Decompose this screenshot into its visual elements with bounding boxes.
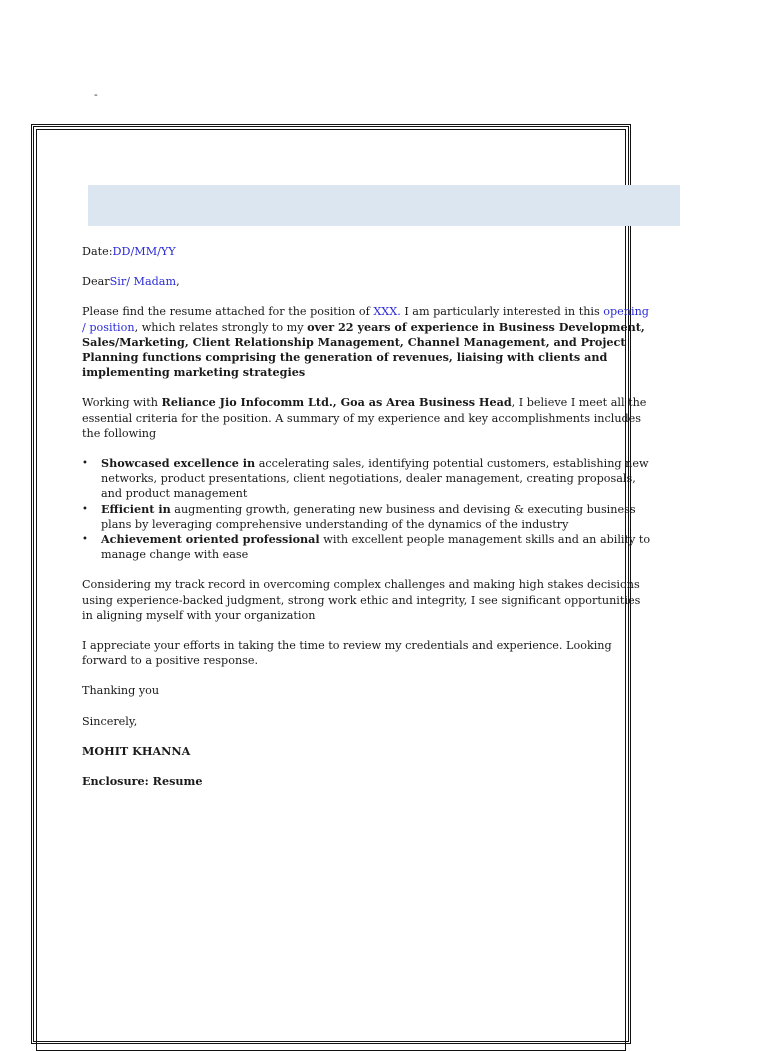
appreciation-paragraph: I appreciate your efforts in taking the time to review my credentials and experience. Looking forward to a positive response. (82, 639, 612, 668)
salutation (82, 274, 652, 289)
bullet-text: with excellent people management skills and an ability to manage change with ease (101, 533, 651, 562)
intro-text-1: Please find the resume attached for the position of (82, 305, 370, 319)
bullet-text: augmenting growth, generating new business and devising & executing business plans by leveraging comprehensive understanding of the dynamics of the industry (101, 502, 636, 531)
bullet-text: accelerating sales, identifying potential customers, establishing new networks, product presentations, client negotiations, dealer management, creating proposals, and product management (101, 457, 649, 501)
current-role-paragraph (82, 395, 652, 441)
enclosure-line: Enclosure: Resume (82, 774, 203, 789)
list-item (101, 532, 652, 562)
list-item (101, 502, 652, 532)
intro-text-3: which relates strongly to my (141, 320, 304, 334)
signature-name: MOHIT KHANNA (82, 743, 191, 758)
salutation-placeholder: Sir/ Madam (109, 275, 177, 289)
date-label: Date: (82, 245, 113, 258)
list-item (101, 456, 652, 502)
cover-letter-body (82, 244, 652, 804)
date-placeholder: DD/MM/YY (112, 245, 176, 258)
bullet-heading: Efficient in (101, 501, 171, 516)
bullet-heading: Achievement oriented professional (101, 532, 320, 547)
intro-text-2: I am particularly interested in this (404, 305, 600, 319)
position-placeholder: XXX. (373, 305, 401, 319)
date-line (82, 244, 652, 259)
track-record-paragraph: Considering my track record in overcoming complex challenges and making high stakes decisions using experience-backed judgment, strong work ethic and integrity, I see significant opportunities in aligning myself with your organization (82, 578, 641, 622)
intro-paragraph (82, 304, 652, 380)
top-mark: - (94, 88, 98, 101)
sign-off: Sincerely, (82, 714, 138, 728)
opening-placeholder: opening / position (82, 305, 649, 334)
accomplishments-list (82, 456, 652, 562)
header-highlight-band (88, 185, 680, 226)
role-text-2: , I believe I meet all the essential criteria for the position. A summary of my experience and key accomplishments includes the following (82, 396, 647, 440)
thanking-line: Thanking you (82, 684, 160, 698)
bullet-heading: Showcased excellence in (101, 456, 256, 471)
current-employer: Reliance Jio Infocomm Ltd., Goa as Area Business Head (161, 395, 512, 410)
intro-comma: , (134, 320, 139, 334)
salutation-end: , (176, 275, 180, 289)
salutation-label: Dear (82, 275, 110, 289)
experience-summary: over 22 years of experience in Business Development, Sales/Marketing, Client Relationship Management, Channel Management, and Project Planning functions comprising the generation of revenues, liaising with clients and implementing marketing strategies (82, 319, 645, 380)
role-text-1: Working with (82, 396, 158, 410)
